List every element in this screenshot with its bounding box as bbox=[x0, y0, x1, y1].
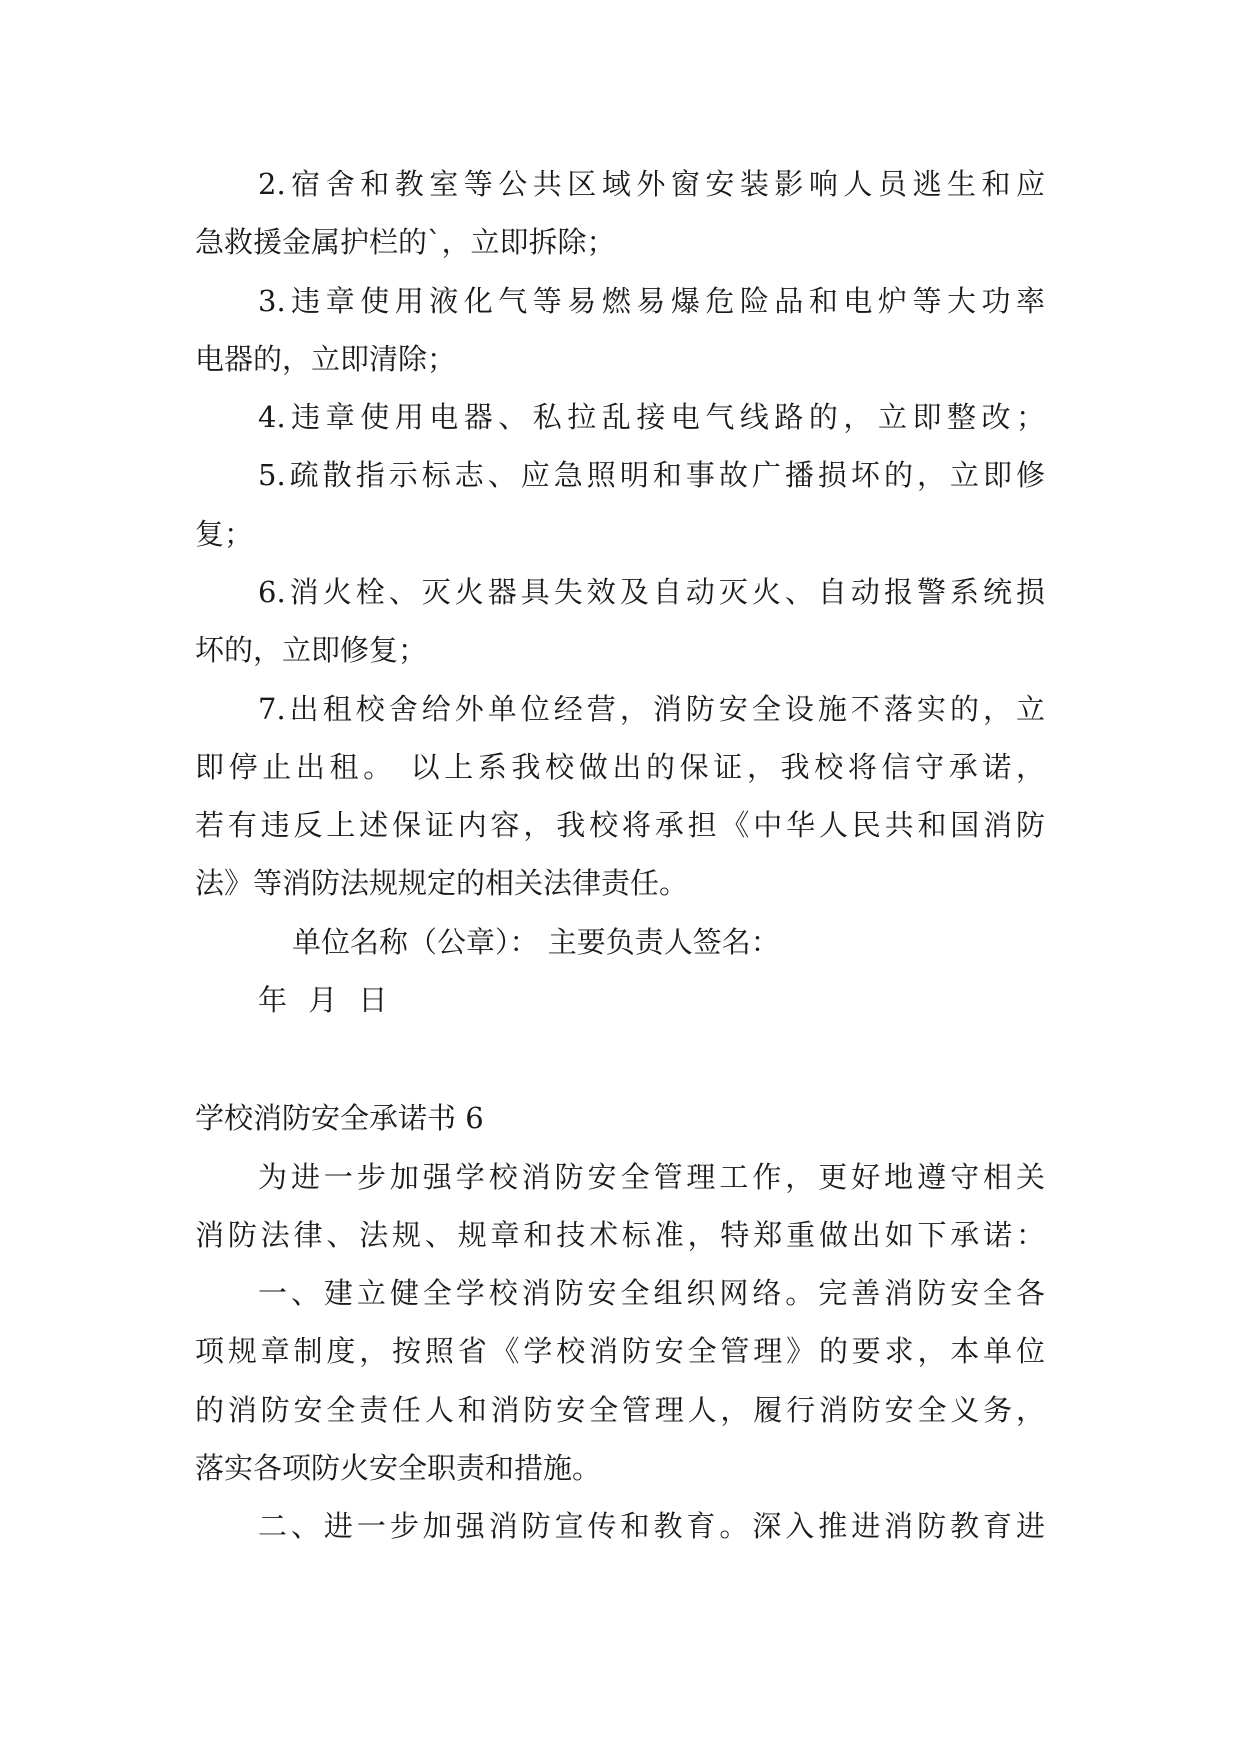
item-6-line-1: 6.消火栓、灭火器具失效及自动灭火、自动报警系统损 bbox=[258, 575, 1045, 609]
item-5-line-2: 复； bbox=[195, 517, 254, 551]
item-6-line-2: 坏的，立即修复； bbox=[195, 633, 428, 667]
point-1-line-1: 一、建立健全学校消防安全组织网络。完善消防安全各 bbox=[258, 1276, 1045, 1310]
item-2-line-2: 急救援金属护栏的`，立即拆除； bbox=[195, 225, 616, 259]
item-4-line-1: 4.违章使用电器、私拉乱接电气线路的，立即整改； bbox=[258, 400, 1045, 434]
item-7-line-1: 7.出租校舍给外单位经营，消防安全设施不落实的，立 bbox=[258, 692, 1045, 726]
item-7-line-2: 即停止出租。 以上系我校做出的保证，我校将信守承诺， bbox=[195, 750, 1045, 784]
item-3-line-2: 电器的，立即清除； bbox=[195, 342, 457, 376]
point-2-line-1: 二、进一步加强消防宣传和教育。深入推进消防教育进 bbox=[258, 1509, 1045, 1543]
item-3-line-1: 3.违章使用液化气等易燃易爆危险品和电炉等大功率 bbox=[258, 284, 1045, 318]
item-7-line-3: 若有违反上述保证内容，我校将承担《中华人民共和国消防 bbox=[195, 808, 1045, 842]
intro-line-1: 为进一步加强学校消防安全管理工作，更好地遵守相关 bbox=[258, 1160, 1045, 1194]
item-2-line-1: 2.宿舍和教室等公共区域外窗安装影响人员逃生和应 bbox=[258, 167, 1045, 201]
intro-line-2: 消防法律、法规、规章和技术标准，特郑重做出如下承诺： bbox=[195, 1218, 1045, 1252]
point-1-line-4: 落实各项防火安全职责和措施。 bbox=[195, 1451, 602, 1485]
point-1-line-2: 项规章制度，按照省《学校消防安全管理》的要求，本单位 bbox=[195, 1334, 1045, 1368]
point-1-line-3: 的消防安全责任人和消防安全管理人，履行消防安全义务， bbox=[195, 1393, 1045, 1427]
section-title: 学校消防安全承诺书 6 bbox=[195, 1101, 484, 1135]
signature-line: 单位名称（公章）： 主要负责人签名： bbox=[292, 925, 780, 959]
date-line: 年 月 日 bbox=[258, 983, 388, 1017]
item-7-line-4: 法》等消防法规规定的相关法律责任。 bbox=[195, 866, 689, 900]
item-5-line-1: 5.疏散指示标志、应急照明和事故广播损坏的，立即修 bbox=[258, 458, 1045, 492]
